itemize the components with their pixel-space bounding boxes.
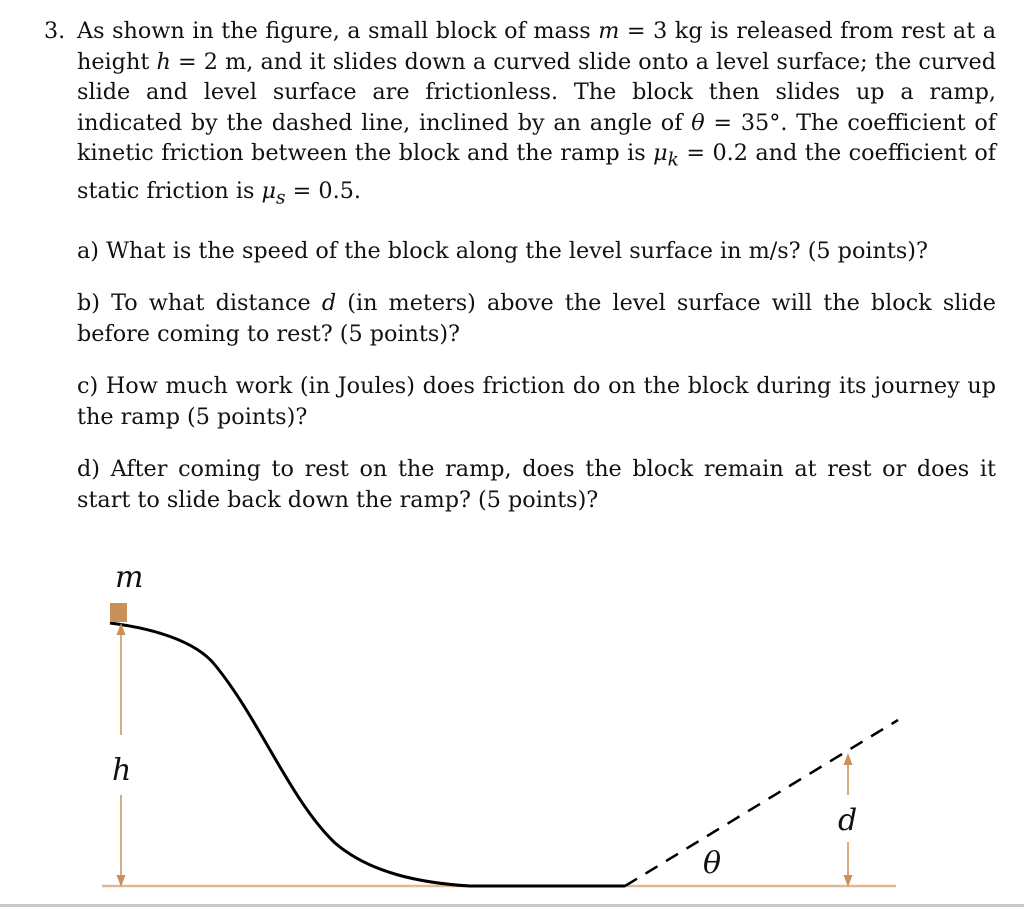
symbol-theta: θ <box>691 109 705 136</box>
subscript-s: s <box>276 187 286 209</box>
symbol-m: m <box>598 18 620 44</box>
problem-number: 3. <box>44 18 66 44</box>
label-mass: m <box>115 560 144 595</box>
label-height: h <box>112 753 132 788</box>
symbol-h: h <box>156 48 171 75</box>
subscript-k: k <box>667 149 679 171</box>
stem-text-4: = 35°. The coefficient of kinetic friction between the block and the ramp is <box>77 109 996 166</box>
label-angle: θ <box>703 846 722 881</box>
part-b-text-2: (in meters) above the level surface will the block slide before coming to rest? (5 points)? <box>77 290 996 347</box>
stem-text-3: = 2 m, and it slides down a curved slide onto a level surface; the curved slide and level surface are frictionless. The block then slides up a ramp, indicated by the dashed line, inclined by an angle of <box>77 48 997 136</box>
bottom-divider <box>0 904 1024 907</box>
stem-text-6: = 0.5. <box>285 177 361 204</box>
part-c-text: c) How much work (in Joules) does friction do on the block during its journey up the ramp (5 points)? <box>77 373 996 430</box>
symbol-mu-s: μ <box>261 177 277 204</box>
label-distance: d <box>838 803 858 838</box>
block <box>110 603 127 622</box>
curved-slide <box>110 623 625 886</box>
part-d-text: d) After coming to rest on the ramp, does the block remain at rest or does it start to slide back down the ramp? (5 points)? <box>77 456 996 513</box>
stem-text-5: = 0.2 and the coefficient of static friction is <box>77 140 996 204</box>
symbol-d: d <box>321 290 337 317</box>
part-a-text: a) What is the speed of the block along the level surface in m/s? (5 points)? <box>77 237 928 264</box>
symbol-mu-k: μ <box>653 140 668 166</box>
part-b-text-1: b) To what distance <box>77 290 322 317</box>
stem-text-1: As shown in the figure, a small block of mass <box>77 18 599 44</box>
stem-text-2: = 3 kg is released from rest at a height <box>77 18 996 75</box>
